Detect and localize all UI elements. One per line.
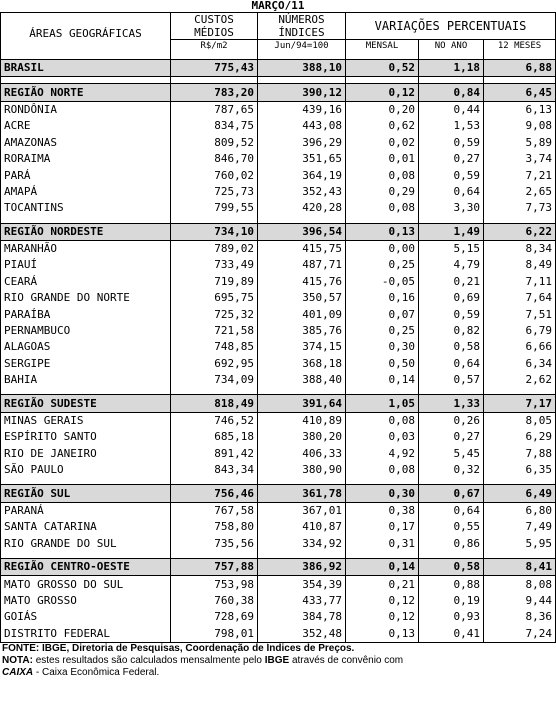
value-cell: 0,12 — [346, 84, 419, 101]
value-cell: 0,07 — [346, 306, 419, 322]
header-custos: CUSTOS MÉDIOS — [171, 13, 258, 40]
value-cell: 6,22 — [484, 223, 556, 240]
value-cell: 0,58 — [419, 558, 484, 575]
nota-text-1: estes resultados são calculados mensalmente pelo — [35, 654, 262, 666]
area-name: PIAUÍ — [1, 257, 171, 273]
area-name: SERGIPE — [1, 356, 171, 372]
value-cell: 809,52 — [171, 135, 258, 151]
table-row — [1, 184, 556, 200]
value-cell: 0,21 — [346, 576, 419, 593]
value-cell: 6,88 — [484, 60, 556, 77]
table-row — [1, 576, 556, 593]
value-cell: 9,08 — [484, 118, 556, 134]
value-cell: 364,19 — [258, 167, 346, 183]
summary-row — [1, 558, 556, 575]
value-cell: 6,45 — [484, 84, 556, 101]
value-cell: 384,78 — [258, 609, 346, 625]
value-cell: 352,48 — [258, 626, 346, 643]
value-cell: 0,88 — [419, 576, 484, 593]
value-cell: 0,30 — [346, 485, 419, 502]
value-cell: 6,29 — [484, 429, 556, 445]
table-row — [1, 151, 556, 167]
value-cell: 0,64 — [419, 502, 484, 519]
header-no-ano: NO ANO — [419, 40, 484, 54]
area-name: ACRE — [1, 118, 171, 134]
table-row — [1, 135, 556, 151]
value-cell: 775,43 — [171, 60, 258, 77]
value-cell: 0,19 — [419, 593, 484, 609]
value-cell: 4,92 — [346, 446, 419, 462]
area-name: ALAGOAS — [1, 339, 171, 355]
nota-ibge: IBGE — [264, 654, 290, 666]
value-cell: 415,76 — [258, 274, 346, 290]
value-cell: 0,31 — [346, 536, 419, 552]
footnote-fonte — [2, 643, 556, 655]
header-areas: ÁREAS GEOGRÁFICAS — [1, 13, 171, 54]
value-cell: 695,75 — [171, 290, 258, 306]
value-cell: 8,41 — [484, 558, 556, 575]
value-cell: 3,30 — [419, 200, 484, 216]
value-cell: 756,46 — [171, 485, 258, 502]
table-row — [1, 257, 556, 273]
value-cell: 433,77 — [258, 593, 346, 609]
value-cell: 6,49 — [484, 485, 556, 502]
area-name: RIO GRANDE DO SUL — [1, 536, 171, 552]
summary-row — [1, 60, 556, 77]
value-cell: 420,28 — [258, 200, 346, 216]
value-cell: 406,33 — [258, 446, 346, 462]
area-name: RORAIMA — [1, 151, 171, 167]
value-cell: 0,00 — [346, 240, 419, 257]
value-cell: 0,16 — [346, 290, 419, 306]
value-cell: 8,49 — [484, 257, 556, 273]
value-cell: 2,65 — [484, 184, 556, 200]
nota-text-2: através de convênio com — [291, 654, 404, 666]
value-cell: 1,33 — [419, 395, 484, 412]
area-name: MINAS GERAIS — [1, 412, 171, 429]
value-cell: 0,27 — [419, 429, 484, 445]
value-cell: 7,64 — [484, 290, 556, 306]
summary-row — [1, 223, 556, 240]
value-cell: 439,16 — [258, 101, 346, 118]
value-cell: 7,17 — [484, 395, 556, 412]
value-cell: 0,08 — [346, 412, 419, 429]
value-cell: 7,49 — [484, 519, 556, 535]
value-cell: 733,49 — [171, 257, 258, 273]
summary-row — [1, 84, 556, 101]
value-cell: 0,03 — [346, 429, 419, 445]
value-cell: 0,59 — [419, 306, 484, 322]
area-name: MATO GROSSO DO SUL — [1, 576, 171, 593]
value-cell: 388,40 — [258, 372, 346, 388]
value-cell: 0,58 — [419, 339, 484, 355]
area-name: PARAÍBA — [1, 306, 171, 322]
area-name: AMAPÁ — [1, 184, 171, 200]
value-cell: 374,15 — [258, 339, 346, 355]
area-name: REGIÃO SUL — [1, 485, 171, 502]
value-cell: 1,49 — [419, 223, 484, 240]
area-name: RIO GRANDE DO NORTE — [1, 290, 171, 306]
value-cell: 0,84 — [419, 84, 484, 101]
value-cell: 0,93 — [419, 609, 484, 625]
value-cell: 0,44 — [419, 101, 484, 118]
header-unit-indices: Jun/94=100 — [258, 40, 346, 54]
table-row — [1, 446, 556, 462]
value-cell: 367,01 — [258, 502, 346, 519]
value-cell: 361,78 — [258, 485, 346, 502]
value-cell: 415,75 — [258, 240, 346, 257]
value-cell: 758,80 — [171, 519, 258, 535]
value-cell: 0,67 — [419, 485, 484, 502]
value-cell: 390,12 — [258, 84, 346, 101]
value-cell: 350,57 — [258, 290, 346, 306]
value-cell: 753,98 — [171, 576, 258, 593]
value-cell: 0,25 — [346, 323, 419, 339]
value-cell: 6,13 — [484, 101, 556, 118]
table-row — [1, 118, 556, 134]
value-cell: 818,49 — [171, 395, 258, 412]
value-cell: 0,08 — [346, 167, 419, 183]
value-cell: 352,43 — [258, 184, 346, 200]
value-cell: 7,24 — [484, 626, 556, 643]
table-row — [1, 240, 556, 257]
value-cell: 0,50 — [346, 356, 419, 372]
area-name: PARÁ — [1, 167, 171, 183]
summary-row — [1, 485, 556, 502]
value-cell: 401,09 — [258, 306, 346, 322]
value-cell: 0,62 — [346, 118, 419, 134]
header-mensal: MENSAL — [346, 40, 419, 54]
value-cell: 0,52 — [346, 60, 419, 77]
value-cell: 8,36 — [484, 609, 556, 625]
value-cell: 0,29 — [346, 184, 419, 200]
nota-label: NOTA: — [2, 654, 33, 666]
value-cell: 5,15 — [419, 240, 484, 257]
area-name: REGIÃO NORTE — [1, 84, 171, 101]
area-name: RONDÔNIA — [1, 101, 171, 118]
area-name: DISTRITO FEDERAL — [1, 626, 171, 643]
area-name: REGIÃO CENTRO-OESTE — [1, 558, 171, 575]
summary-row — [1, 395, 556, 412]
value-cell: 0,08 — [346, 200, 419, 216]
value-cell: 760,38 — [171, 593, 258, 609]
area-name: MARANHÃO — [1, 240, 171, 257]
value-cell: 0,69 — [419, 290, 484, 306]
table-row — [1, 274, 556, 290]
value-cell: 0,59 — [419, 167, 484, 183]
value-cell: 734,10 — [171, 223, 258, 240]
value-cell: 748,85 — [171, 339, 258, 355]
value-cell: 9,44 — [484, 593, 556, 609]
value-cell: 719,89 — [171, 274, 258, 290]
spacer-row — [1, 77, 556, 84]
value-cell: 1,18 — [419, 60, 484, 77]
area-name: AMAZONAS — [1, 135, 171, 151]
area-name: ESPÍRITO SANTO — [1, 429, 171, 445]
table-row — [1, 502, 556, 519]
value-cell: 746,52 — [171, 412, 258, 429]
value-cell: 798,01 — [171, 626, 258, 643]
value-cell: 0,30 — [346, 339, 419, 355]
value-cell: 728,69 — [171, 609, 258, 625]
value-cell: 721,58 — [171, 323, 258, 339]
value-cell: 396,54 — [258, 223, 346, 240]
data-table — [0, 12, 556, 643]
value-cell: 0,12 — [346, 609, 419, 625]
value-cell: 834,75 — [171, 118, 258, 134]
value-cell: 0,14 — [346, 558, 419, 575]
value-cell: 734,09 — [171, 372, 258, 388]
value-cell: 799,55 — [171, 200, 258, 216]
value-cell: 0,17 — [346, 519, 419, 535]
value-cell: 2,62 — [484, 372, 556, 388]
value-cell: 8,34 — [484, 240, 556, 257]
value-cell: 443,08 — [258, 118, 346, 134]
footnote-caixa — [2, 667, 556, 679]
value-cell: 388,10 — [258, 60, 346, 77]
value-cell: 789,02 — [171, 240, 258, 257]
value-cell: 391,64 — [258, 395, 346, 412]
value-cell: 783,20 — [171, 84, 258, 101]
area-name: GOIÁS — [1, 609, 171, 625]
page-title: MARÇO/11 — [251, 0, 305, 12]
value-cell: 3,74 — [484, 151, 556, 167]
value-cell: 8,08 — [484, 576, 556, 593]
value-cell: 386,92 — [258, 558, 346, 575]
area-name: MATO GROSSO — [1, 593, 171, 609]
value-cell: 0,14 — [346, 372, 419, 388]
value-cell: 0,64 — [419, 184, 484, 200]
table-row — [1, 306, 556, 322]
table-row — [1, 593, 556, 609]
value-cell: 0,13 — [346, 626, 419, 643]
table-row — [1, 462, 556, 478]
value-cell: 725,73 — [171, 184, 258, 200]
footnotes — [0, 643, 556, 679]
header-variacoes: VARIAÇÕES PERCENTUAIS — [346, 13, 556, 40]
header-12-meses: 12 MESES — [484, 40, 556, 54]
footnote-nota — [2, 655, 556, 667]
area-name: RIO DE JANEIRO — [1, 446, 171, 462]
value-cell: 487,71 — [258, 257, 346, 273]
header-numeros: NÚMEROS ÍNDICES — [258, 13, 346, 40]
area-name: SANTA CATARINA — [1, 519, 171, 535]
value-cell: 0,86 — [419, 536, 484, 552]
value-cell: -0,05 — [346, 274, 419, 290]
area-name: BAHIA — [1, 372, 171, 388]
value-cell: 0,57 — [419, 372, 484, 388]
value-cell: 0,55 — [419, 519, 484, 535]
value-cell: 787,65 — [171, 101, 258, 118]
value-cell: 334,92 — [258, 536, 346, 552]
table-row — [1, 290, 556, 306]
table-row — [1, 429, 556, 445]
value-cell: 1,53 — [419, 118, 484, 134]
area-name: REGIÃO NORDESTE — [1, 223, 171, 240]
value-cell: 0,41 — [419, 626, 484, 643]
table-row — [1, 356, 556, 372]
value-cell: 380,20 — [258, 429, 346, 445]
value-cell: 1,05 — [346, 395, 419, 412]
table-row — [1, 323, 556, 339]
value-cell: 0,59 — [419, 135, 484, 151]
value-cell: 0,21 — [419, 274, 484, 290]
value-cell: 0,82 — [419, 323, 484, 339]
value-cell: 6,79 — [484, 323, 556, 339]
value-cell: 0,08 — [346, 462, 419, 478]
value-cell: 5,95 — [484, 536, 556, 552]
area-name: PERNAMBUCO — [1, 323, 171, 339]
value-cell: 685,18 — [171, 429, 258, 445]
area-name: TOCANTINS — [1, 200, 171, 216]
value-cell: 0,20 — [346, 101, 419, 118]
value-cell: 735,56 — [171, 536, 258, 552]
table-row — [1, 101, 556, 118]
value-cell: 396,29 — [258, 135, 346, 151]
table-row — [1, 609, 556, 625]
value-cell: 354,39 — [258, 576, 346, 593]
value-cell: 5,45 — [419, 446, 484, 462]
area-name: BRASIL — [1, 60, 171, 77]
table-row — [1, 412, 556, 429]
value-cell: 7,11 — [484, 274, 556, 290]
value-cell: 7,51 — [484, 306, 556, 322]
value-cell: 385,76 — [258, 323, 346, 339]
caixa-label: CAIXA — [2, 666, 34, 678]
fonte-label: FONTE: — [2, 642, 40, 654]
value-cell: 760,02 — [171, 167, 258, 183]
value-cell: 846,70 — [171, 151, 258, 167]
table-row — [1, 626, 556, 643]
value-cell: 0,27 — [419, 151, 484, 167]
value-cell: 368,18 — [258, 356, 346, 372]
value-cell: 725,32 — [171, 306, 258, 322]
table-row — [1, 339, 556, 355]
value-cell: 0,12 — [346, 593, 419, 609]
area-name: PARANÁ — [1, 502, 171, 519]
value-cell: 0,64 — [419, 356, 484, 372]
value-cell: 6,80 — [484, 502, 556, 519]
caixa-text: - Caixa Econômica Federal. — [35, 666, 160, 678]
table-row — [1, 519, 556, 535]
value-cell: 7,21 — [484, 167, 556, 183]
table-row — [1, 536, 556, 552]
value-cell: 410,89 — [258, 412, 346, 429]
value-cell: 351,65 — [258, 151, 346, 167]
value-cell: 0,02 — [346, 135, 419, 151]
value-cell: 8,05 — [484, 412, 556, 429]
value-cell: 692,95 — [171, 356, 258, 372]
value-cell: 757,88 — [171, 558, 258, 575]
value-cell: 7,73 — [484, 200, 556, 216]
value-cell: 0,13 — [346, 223, 419, 240]
value-cell: 0,01 — [346, 151, 419, 167]
value-cell: 6,34 — [484, 356, 556, 372]
value-cell: 7,88 — [484, 446, 556, 462]
table-row — [1, 167, 556, 183]
value-cell: 380,90 — [258, 462, 346, 478]
value-cell: 843,34 — [171, 462, 258, 478]
value-cell: 5,89 — [484, 135, 556, 151]
fonte-text: IBGE, Diretoria de Pesquisas, Coordenação de Índices de Preços. — [42, 642, 355, 654]
value-cell: 891,42 — [171, 446, 258, 462]
value-cell: 0,26 — [419, 412, 484, 429]
area-name: REGIÃO SUDESTE — [1, 395, 171, 412]
table-row — [1, 372, 556, 388]
area-name: SÃO PAULO — [1, 462, 171, 478]
header-unit-custos: R$/m2 — [171, 40, 258, 54]
value-cell: 4,79 — [419, 257, 484, 273]
table-row — [1, 200, 556, 216]
value-cell: 6,35 — [484, 462, 556, 478]
area-name: CEARÁ — [1, 274, 171, 290]
value-cell: 0,38 — [346, 502, 419, 519]
value-cell: 767,58 — [171, 502, 258, 519]
value-cell: 6,66 — [484, 339, 556, 355]
value-cell: 410,87 — [258, 519, 346, 535]
value-cell: 0,32 — [419, 462, 484, 478]
value-cell: 0,25 — [346, 257, 419, 273]
